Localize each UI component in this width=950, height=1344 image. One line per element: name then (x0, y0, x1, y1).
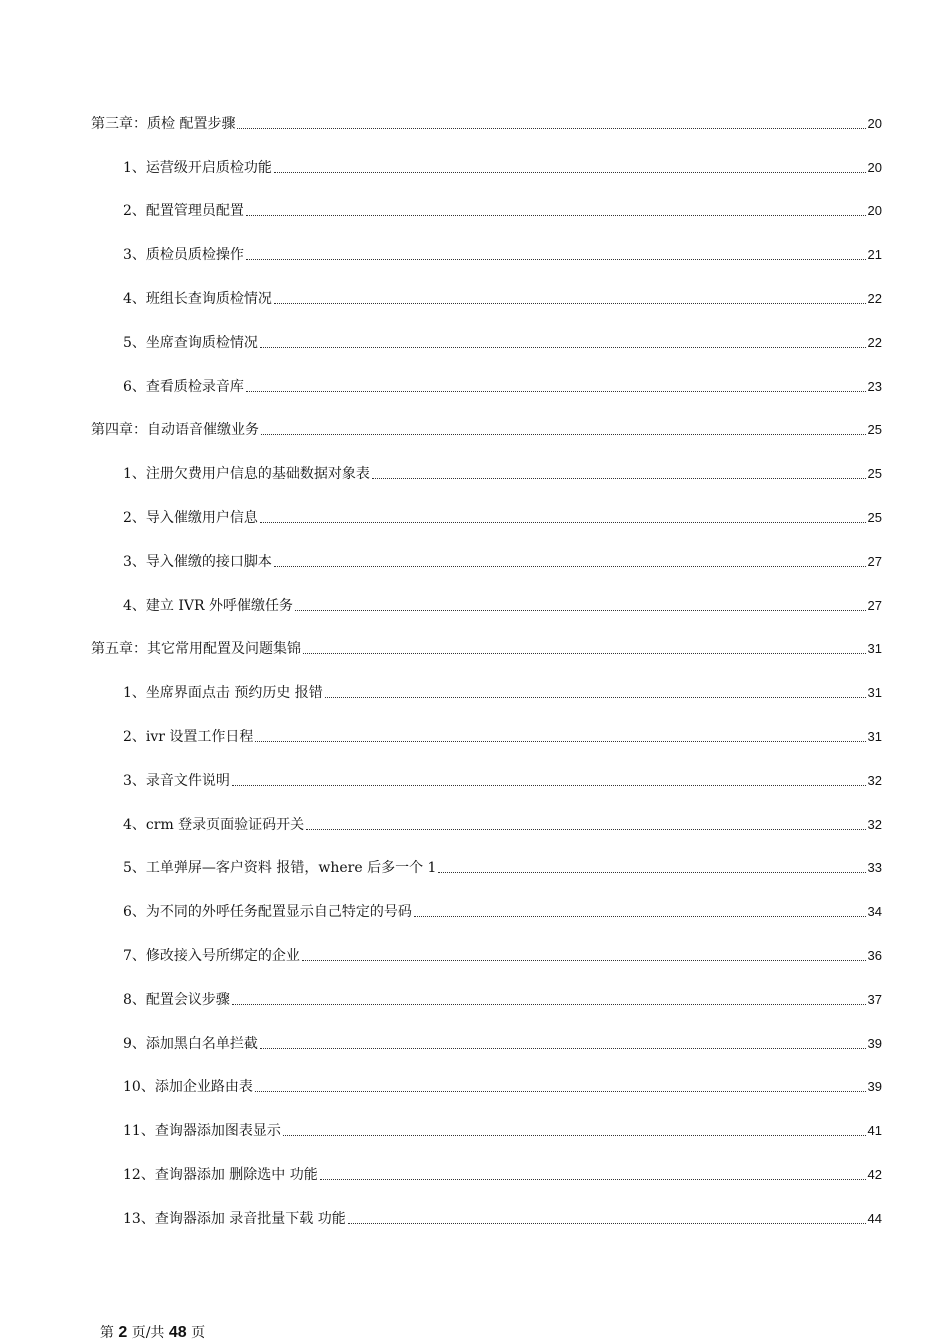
page-footer (91, 1303, 205, 1343)
toc-chapter-entry[interactable] (91, 100, 882, 144)
toc-entry-label: 4、crm 登录页面验证码开关 (123, 816, 305, 833)
toc-section-entry[interactable] (91, 888, 882, 932)
toc-entry-label: 1、注册欠费用户信息的基础数据对象表 (123, 466, 370, 483)
toc-section-entry[interactable] (91, 669, 882, 713)
toc-section-entry[interactable] (91, 1195, 882, 1239)
toc-section-entry[interactable] (91, 494, 882, 538)
toc-entry-page-number: 25 (867, 422, 882, 438)
toc-section-entry[interactable] (91, 713, 882, 757)
toc-dot-leader (274, 303, 866, 304)
toc-entry-label: 10、添加企业路由表 (123, 1079, 253, 1096)
toc-entry-label: 第三章：质检 配置步骤 (91, 115, 236, 132)
toc-dot-leader (255, 741, 865, 742)
toc-entry-label: 11、查询器添加图表显示 (123, 1123, 281, 1140)
toc-section-entry[interactable] (91, 1107, 882, 1151)
toc-entry-page-number: 25 (867, 466, 882, 482)
toc-chapter-entry[interactable] (91, 407, 882, 451)
toc-dot-leader (414, 916, 866, 917)
table-of-contents (91, 100, 882, 1239)
toc-dot-leader (303, 653, 866, 654)
toc-entry-label: 3、质检员质检操作 (123, 247, 244, 264)
toc-section-entry[interactable] (91, 976, 882, 1020)
toc-dot-leader (246, 391, 866, 392)
toc-entry-label: 5、工单弹屏—客户资料 报错，where 后多一个 1 (123, 860, 437, 877)
toc-section-entry[interactable] (91, 144, 882, 188)
toc-dot-leader (306, 829, 865, 830)
toc-dot-leader (302, 960, 866, 961)
toc-entry-label: 5、坐席查询质检情况 (123, 334, 258, 351)
toc-dot-leader (274, 566, 866, 567)
toc-entry-page-number: 36 (867, 947, 882, 963)
toc-entry-page-number: 39 (867, 1035, 882, 1051)
toc-entry-label: 8、配置会议步骤 (123, 991, 230, 1008)
toc-dot-leader (260, 347, 866, 348)
toc-entry-label: 2、ivr 设置工作日程 (123, 728, 254, 745)
toc-section-entry[interactable] (91, 1064, 882, 1108)
toc-dot-leader (232, 785, 866, 786)
toc-dot-leader (246, 259, 866, 260)
toc-entry-label: 6、为不同的外呼任务配置显示自己特定的号码 (123, 904, 412, 921)
toc-entry-page-number: 42 (867, 1166, 882, 1182)
toc-entry-label: 13、查询器添加 录音批量下载 功能 (123, 1210, 346, 1227)
toc-section-entry[interactable] (91, 319, 882, 363)
toc-section-entry[interactable] (91, 275, 882, 319)
toc-entry-label: 6、查看质检录音库 (123, 378, 244, 395)
toc-entry-page-number: 37 (867, 991, 882, 1007)
toc-dot-leader (246, 215, 866, 216)
toc-entry-label: 9、添加黑白名单拦截 (123, 1035, 258, 1052)
toc-entry-label: 3、导入催缴的接口脚本 (123, 553, 272, 570)
toc-dot-leader (232, 1004, 866, 1005)
toc-section-entry[interactable] (91, 188, 882, 232)
toc-entry-page-number: 34 (867, 904, 882, 920)
toc-entry-page-number: 31 (867, 685, 882, 701)
toc-entry-page-number: 23 (867, 378, 882, 394)
toc-entry-label: 12、查询器添加 删除选中 功能 (123, 1166, 318, 1183)
toc-dot-leader (295, 610, 866, 611)
toc-dot-leader (372, 478, 866, 479)
toc-chapter-entry[interactable] (91, 626, 882, 670)
toc-dot-leader (325, 697, 866, 698)
toc-entry-page-number: 32 (867, 772, 882, 788)
toc-dot-leader (274, 172, 866, 173)
toc-entry-page-number: 27 (867, 597, 882, 613)
toc-entry-page-number: 39 (867, 1079, 882, 1095)
toc-entry-page-number: 32 (867, 816, 882, 832)
toc-section-entry[interactable] (91, 582, 882, 626)
toc-entry-page-number: 20 (867, 203, 882, 219)
toc-dot-leader (348, 1223, 866, 1224)
toc-entry-label: 7、修改接入号所绑定的企业 (123, 947, 300, 964)
toc-entry-page-number: 25 (867, 509, 882, 525)
toc-dot-leader (237, 128, 865, 129)
toc-section-entry[interactable] (91, 538, 882, 582)
toc-entry-label: 1、坐席界面点击 预约历史 报错 (123, 685, 323, 702)
toc-dot-leader (283, 1135, 866, 1136)
toc-section-entry[interactable] (91, 845, 882, 889)
toc-entry-page-number: 21 (867, 247, 882, 263)
footer-suffix: 页 (186, 1325, 206, 1341)
toc-entry-label: 第四章：自动语音催缴业务 (91, 422, 259, 439)
footer-prefix: 第 (99, 1325, 119, 1341)
toc-entry-label: 2、配置管理员配置 (123, 203, 244, 220)
toc-entry-page-number: 20 (867, 159, 882, 175)
toc-entry-page-number: 20 (867, 115, 882, 131)
toc-dot-leader (255, 1091, 866, 1092)
toc-dot-leader (261, 434, 866, 435)
toc-dot-leader (438, 872, 865, 873)
current-page-number: 2 (118, 1324, 128, 1341)
toc-entry-page-number: 41 (867, 1123, 882, 1139)
toc-entry-page-number: 27 (867, 553, 882, 569)
toc-entry-page-number: 31 (867, 641, 882, 657)
toc-section-entry[interactable] (91, 363, 882, 407)
toc-dot-leader (260, 1048, 866, 1049)
toc-dot-leader (260, 522, 866, 523)
toc-entry-label: 2、导入催缴用户信息 (123, 509, 258, 526)
toc-dot-leader (320, 1179, 866, 1180)
toc-section-entry[interactable] (91, 450, 882, 494)
toc-entry-page-number: 22 (867, 290, 882, 306)
toc-section-entry[interactable] (91, 1020, 882, 1064)
toc-entry-page-number: 31 (867, 728, 882, 744)
toc-entry-page-number: 33 (867, 860, 882, 876)
toc-entry-label: 3、录音文件说明 (123, 772, 230, 789)
toc-entry-label: 第五章：其它常用配置及问题集锦 (91, 641, 301, 658)
toc-entry-page-number: 22 (867, 334, 882, 350)
toc-entry-label: 1、运营级开启质检功能 (123, 159, 272, 176)
footer-middle: 页/共 (127, 1325, 169, 1341)
toc-entry-label: 4、班组长查询质检情况 (123, 290, 272, 307)
toc-section-entry[interactable] (91, 231, 882, 275)
toc-section-entry[interactable] (91, 801, 882, 845)
total-page-count: 48 (168, 1324, 187, 1341)
toc-section-entry[interactable] (91, 757, 882, 801)
toc-entry-page-number: 44 (867, 1210, 882, 1226)
toc-section-entry[interactable] (91, 932, 882, 976)
toc-entry-label: 4、建立 IVR 外呼催缴任务 (123, 597, 293, 614)
toc-section-entry[interactable] (91, 1151, 882, 1195)
